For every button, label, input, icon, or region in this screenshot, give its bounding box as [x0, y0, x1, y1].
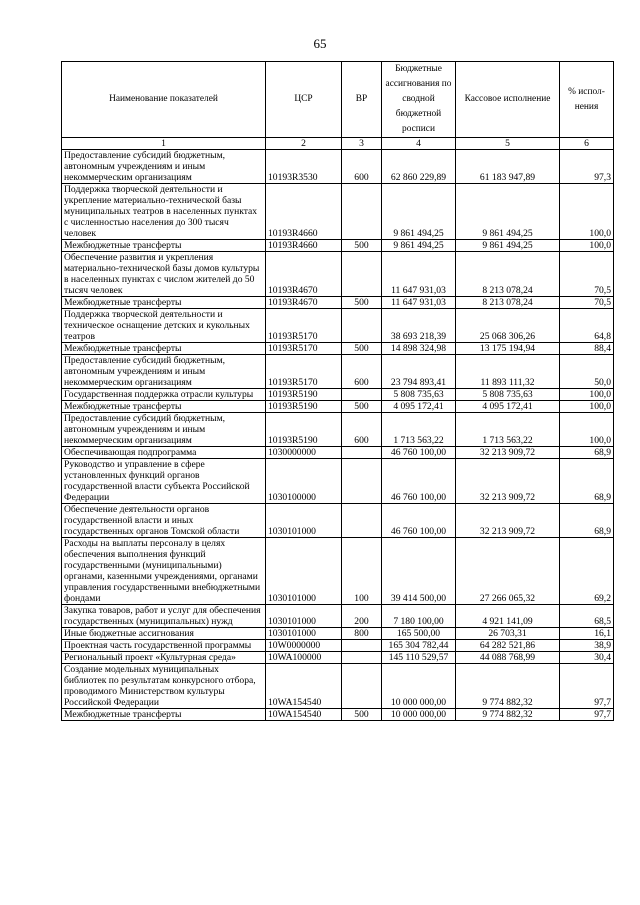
- row-name: Предоставление субсидий бюджетным, автономным учреждениям и иным некоммерческим организациям: [62, 150, 266, 184]
- row-name: Предоставление субсидий бюджетным, автономным учреждениям и иным некоммерческим организациям: [62, 413, 266, 447]
- column-number: 5: [456, 138, 560, 150]
- row-name: Поддержка творческой деятельности и укрепление материально-технической базы муниципальных театров в населенных пунктах с численностью населения до 300 тысяч человек: [62, 184, 266, 240]
- row-pct: 68,9: [560, 447, 614, 459]
- row-budget: 9 861 494,25: [382, 240, 456, 252]
- row-name: Межбюджетные трансферты: [62, 709, 266, 721]
- row-vr: 600: [342, 355, 382, 389]
- column-numbers-row: [62, 138, 614, 150]
- row-pct: 97,7: [560, 664, 614, 709]
- row-budget: 14 898 324,98: [382, 343, 456, 355]
- row-vr: 500: [342, 401, 382, 413]
- table-row: [62, 150, 614, 184]
- row-name: Обеспечение развития и укрепления материально-технической базы домов культуры в населенных пунктах с числом жителей до 50 тысяч человек: [62, 252, 266, 297]
- row-cash: 8 213 078,24: [456, 252, 560, 297]
- row-csr: 10W0000000: [266, 640, 342, 652]
- column-number: 3: [342, 138, 382, 150]
- row-csr: 10WA100000: [266, 652, 342, 664]
- table-row: [62, 240, 614, 252]
- row-cash: 32 213 909,72: [456, 447, 560, 459]
- row-vr: [342, 640, 382, 652]
- row-cash: 9 774 882,32: [456, 664, 560, 709]
- row-name: Руководство и управление в сфере установленных функций органов государственной власти субъекта Российской Федерации: [62, 459, 266, 504]
- row-cash: 25 068 306,26: [456, 309, 560, 343]
- row-budget: 46 760 100,00: [382, 447, 456, 459]
- column-number: 2: [266, 138, 342, 150]
- row-csr: 1030101000: [266, 628, 342, 640]
- table-row: [62, 504, 614, 538]
- row-budget: 5 808 735,63: [382, 389, 456, 401]
- row-cash: 9 861 494,25: [456, 184, 560, 240]
- row-cash: 32 213 909,72: [456, 504, 560, 538]
- row-budget: 46 760 100,00: [382, 504, 456, 538]
- row-vr: [342, 309, 382, 343]
- row-vr: [342, 664, 382, 709]
- row-csr: 1030100000: [266, 459, 342, 504]
- row-cash: 8 213 078,24: [456, 297, 560, 309]
- table-row: [62, 401, 614, 413]
- row-budget: 10 000 000,00: [382, 664, 456, 709]
- row-cash: 1 713 563,22: [456, 413, 560, 447]
- row-name: Обеспечение деятельности органов государственной власти и иных государственных органов Томской области: [62, 504, 266, 538]
- row-pct: 100,0: [560, 240, 614, 252]
- row-budget: 165 500,00: [382, 628, 456, 640]
- row-cash: 4 095 172,41: [456, 401, 560, 413]
- row-vr: [342, 459, 382, 504]
- table-row: [62, 355, 614, 389]
- row-pct: 68,5: [560, 605, 614, 628]
- row-vr: [342, 184, 382, 240]
- row-vr: 500: [342, 297, 382, 309]
- table-row: [62, 309, 614, 343]
- row-pct: 70,5: [560, 297, 614, 309]
- row-pct: 68,9: [560, 504, 614, 538]
- row-csr: 10193R4670: [266, 252, 342, 297]
- page-number: 65: [313, 36, 327, 51]
- row-budget: 145 110 529,57: [382, 652, 456, 664]
- header-pct: % испол-нения: [560, 62, 614, 138]
- row-vr: [342, 504, 382, 538]
- row-name: Межбюджетные трансферты: [62, 401, 266, 413]
- row-name: Проектная часть государственной программы: [62, 640, 266, 652]
- row-vr: [342, 652, 382, 664]
- row-name: Межбюджетные трансферты: [62, 343, 266, 355]
- row-name: Межбюджетные трансферты: [62, 240, 266, 252]
- row-vr: 500: [342, 709, 382, 721]
- header-name: Наименование показателей: [62, 62, 266, 138]
- table-row: [62, 447, 614, 459]
- row-vr: 500: [342, 343, 382, 355]
- row-cash: 27 266 065,32: [456, 538, 560, 605]
- row-budget: 11 647 931,03: [382, 297, 456, 309]
- row-csr: 10193R5170: [266, 309, 342, 343]
- row-budget: 7 180 100,00: [382, 605, 456, 628]
- row-vr: 100: [342, 538, 382, 605]
- row-budget: 10 000 000,00: [382, 709, 456, 721]
- table-row: [62, 389, 614, 401]
- row-pct: 38,9: [560, 640, 614, 652]
- table-row: [62, 297, 614, 309]
- row-budget: 9 861 494,25: [382, 184, 456, 240]
- column-number: 4: [382, 138, 456, 150]
- table-row: [62, 252, 614, 297]
- table-row: [62, 413, 614, 447]
- row-csr: 10WA154540: [266, 664, 342, 709]
- header-row: [62, 62, 614, 138]
- row-pct: 68,9: [560, 459, 614, 504]
- row-name: Предоставление субсидий бюджетным, автономным учреждениям и иным некоммерческим организациям: [62, 355, 266, 389]
- row-vr: [342, 389, 382, 401]
- row-budget: 39 414 500,00: [382, 538, 456, 605]
- table-row: [62, 538, 614, 605]
- row-pct: 100,0: [560, 413, 614, 447]
- row-pct: 70,5: [560, 252, 614, 297]
- row-csr: 10193R4660: [266, 240, 342, 252]
- row-name: Межбюджетные трансферты: [62, 297, 266, 309]
- header-budget: Бюджетные ассигнования по сводной бюджетной росписи: [382, 62, 456, 138]
- table-row: [62, 709, 614, 721]
- row-name: Государственная поддержка отрасли культуры: [62, 389, 266, 401]
- row-budget: 46 760 100,00: [382, 459, 456, 504]
- row-cash: 61 183 947,89: [456, 150, 560, 184]
- row-vr: 500: [342, 240, 382, 252]
- row-pct: 50,0: [560, 355, 614, 389]
- row-pct: 100,0: [560, 184, 614, 240]
- table-row: [62, 652, 614, 664]
- row-pct: 16,1: [560, 628, 614, 640]
- row-budget: 165 304 782,44: [382, 640, 456, 652]
- row-name: Региональный проект «Культурная среда»: [62, 652, 266, 664]
- row-csr: 10193R5190: [266, 401, 342, 413]
- row-pct: 100,0: [560, 401, 614, 413]
- table-row: [62, 664, 614, 709]
- row-cash: 4 921 141,09: [456, 605, 560, 628]
- row-budget: 1 713 563,22: [382, 413, 456, 447]
- row-budget: 4 095 172,41: [382, 401, 456, 413]
- row-csr: 1030101000: [266, 538, 342, 605]
- row-cash: 9 774 882,32: [456, 709, 560, 721]
- row-pct: 100,0: [560, 389, 614, 401]
- row-vr: 600: [342, 413, 382, 447]
- row-name: Поддержка творческой деятельности и техническое оснащение детских и кукольных театров: [62, 309, 266, 343]
- row-csr: 1030101000: [266, 605, 342, 628]
- row-cash: 9 861 494,25: [456, 240, 560, 252]
- row-budget: 23 794 893,41: [382, 355, 456, 389]
- row-csr: 10193R5190: [266, 389, 342, 401]
- row-csr: 10193R5170: [266, 355, 342, 389]
- row-cash: 5 808 735,63: [456, 389, 560, 401]
- row-name: Обеспечивающая подпрограмма: [62, 447, 266, 459]
- table-row: [62, 184, 614, 240]
- row-csr: 10193R5170: [266, 343, 342, 355]
- row-budget: 11 647 931,03: [382, 252, 456, 297]
- row-cash: 44 088 768,99: [456, 652, 560, 664]
- table-row: [62, 605, 614, 628]
- row-name: Создание модельных муниципальных библиотек по результатам конкурсного отбора, проводимого Министерством культуры Российской Федерации: [62, 664, 266, 709]
- row-csr: 10193R4670: [266, 297, 342, 309]
- row-csr: 10WA154540: [266, 709, 342, 721]
- table-row: [62, 459, 614, 504]
- budget-execution-table: [61, 61, 614, 721]
- row-vr: 600: [342, 150, 382, 184]
- row-cash: 32 213 909,72: [456, 459, 560, 504]
- row-csr: 10193R4660: [266, 184, 342, 240]
- column-number: 1: [62, 138, 266, 150]
- column-number: 6: [560, 138, 614, 150]
- row-name: Иные бюджетные ассигнования: [62, 628, 266, 640]
- row-pct: 64,8: [560, 309, 614, 343]
- row-budget: 38 693 218,39: [382, 309, 456, 343]
- row-name: Расходы на выплаты персоналу в целях обеспечения выполнения функций государственными (муниципальными) органами, казенными учреждениями, органами управления государственными внебюджетными фондами: [62, 538, 266, 605]
- row-vr: 200: [342, 605, 382, 628]
- header-vr: ВР: [342, 62, 382, 138]
- row-pct: 97,3: [560, 150, 614, 184]
- row-cash: 13 175 194,94: [456, 343, 560, 355]
- table-row: [62, 628, 614, 640]
- row-cash: 26 703,31: [456, 628, 560, 640]
- row-budget: 62 860 229,89: [382, 150, 456, 184]
- row-csr: 10193R3530: [266, 150, 342, 184]
- row-cash: 11 893 111,32: [456, 355, 560, 389]
- row-pct: 69,2: [560, 538, 614, 605]
- table-row: [62, 343, 614, 355]
- row-cash: 64 282 521,86: [456, 640, 560, 652]
- header-cash: Кассовое исполнение: [456, 62, 560, 138]
- row-csr: 1030101000: [266, 504, 342, 538]
- row-vr: 800: [342, 628, 382, 640]
- row-pct: 30,4: [560, 652, 614, 664]
- row-csr: 1030000000: [266, 447, 342, 459]
- table-row: [62, 640, 614, 652]
- row-vr: [342, 447, 382, 459]
- row-name: Закупка товаров, работ и услуг для обеспечения государственных (муниципальных) нужд: [62, 605, 266, 628]
- row-pct: 97,7: [560, 709, 614, 721]
- row-pct: 88,4: [560, 343, 614, 355]
- row-csr: 10193R5190: [266, 413, 342, 447]
- row-vr: [342, 252, 382, 297]
- header-csr: ЦСР: [266, 62, 342, 138]
